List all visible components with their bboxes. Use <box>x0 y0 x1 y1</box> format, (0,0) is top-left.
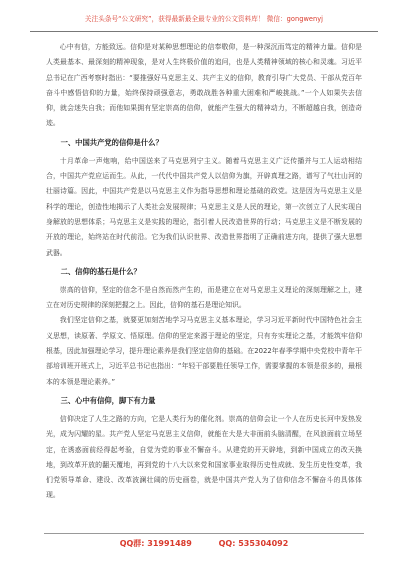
intro-paragraph: 心中有信，方能致远。信仰是对某种思想理论的信奉敬仰，是一种深沉而笃定的精神力量。信仰是人类最基本、最深刻的精神现象，是对人生终极价值的追问，也是人类精神领域的核心和灵魂。习近平总书记在广西考察时指出：“要推强好马克思主义、共产主义的信仰，教育引导广大党员、干部从党百年奋斗中感悟信仰的力量，始终保持顽强意志，勇敢战胜各种重大困难和严峻挑战。”一个人如果失去信仰，就会迷失自我；而他如果拥有坚定崇高的信仰，就能产生强大的精神动力，不断超越自我，创造奇迹。 <box>46 43 362 128</box>
page-footer <box>0 538 408 549</box>
section-heading-1: 一、中国共产党的信仰是什么？ <box>60 137 163 147</box>
section-heading-2: 二、信仰的基石是什么？ <box>60 266 141 276</box>
section-1-paragraph: 十月革命一声炮响，给中国送来了马克思列宁主义。随着马克思主义广泛传播并与工人运动相结合，中国共产党应运而生。从此，一代代中国共产党人以信仰为旗，开辟真理之路，谱写了气壮山河的壮丽诗篇。因此，中国共产党是以马克思主义作为指导思想和理论基础的政党。这是因为马克思主义是科学的理论，创造性地揭示了人类社会发展规律；马克思主义是人民的理论，第一次创立了人民实现自身解放的思想体系；马克思主义是实践的理论，指引着人民改造世界的行动；马克思主义是不断发展的开放的理论，始终站在时代前沿。它为我们认识世界、改造世界指明了正确前进方向，提供了强大思想武器。 <box>46 156 362 257</box>
qq-group-text: QQ群: 31991489 <box>119 539 192 548</box>
header-text: 关注头条号“公文研究”，获得最新最全最专业的公文资料库！ 微信：gongwenyj <box>84 15 324 23</box>
article-body <box>46 40 362 504</box>
section-heading-3: 三、心中有信仰，脚下有力量 <box>60 395 156 405</box>
section-3-paragraph: 信仰决定了人生之路的方向，它是人类行为的催化剂。崇高的信仰会让一个人在历史长河中发热发光，成为闪耀的星。共产党人坚定马克思主义信仰，就能在大是大非面前头脑清醒，在风浪面前立场坚定，在诱惑面前经得起考验，自觉为党的事业不懈奋斗。从建党的开天辟地，到新中国成立的改天换地，到改革开放的翻天覆地，再到党的十八大以来党和国家事业取得历史性成就、发生历史性变革，我们党领导革命、建设、改革波澜壮阔的历史画卷，就是中国共产党人为了信仰信念不懈奋斗的具体体现。 <box>46 414 362 500</box>
section-2-paragraph-2: 我们坚定信仰之基，就要更加刻苦地学习马克思主义基本理论，学习习近平新时代中国特色社会主义思想，读原著、学原文、悟原理。信仰的坚定来源于理论的坚定，只有夯实理论之基，才能筑牢信仰根基，因此加强理论学习，提升理论素养是我们坚定信仰的基础。在2022年春季学期中央党校中青年干部培训班开班式上，习近平总书记也指出：“年轻干部要胜任领导工作，需要掌握的本领是很多的，最根本的本领是理论素养。” <box>46 316 362 386</box>
qq-number-text: QQ: 535304092 <box>218 539 289 548</box>
section-2-paragraph-1: 崇高的信仰，坚定的信念不是自然而然产生的，而是建立在对马克思主义理论的深刻理解之上，建立在对历史规律的深刻把握之上。因此，信仰的基石是理论知识。 <box>46 285 362 310</box>
header-divider <box>30 31 378 32</box>
page-header <box>30 13 378 25</box>
footer-divider <box>44 533 364 534</box>
